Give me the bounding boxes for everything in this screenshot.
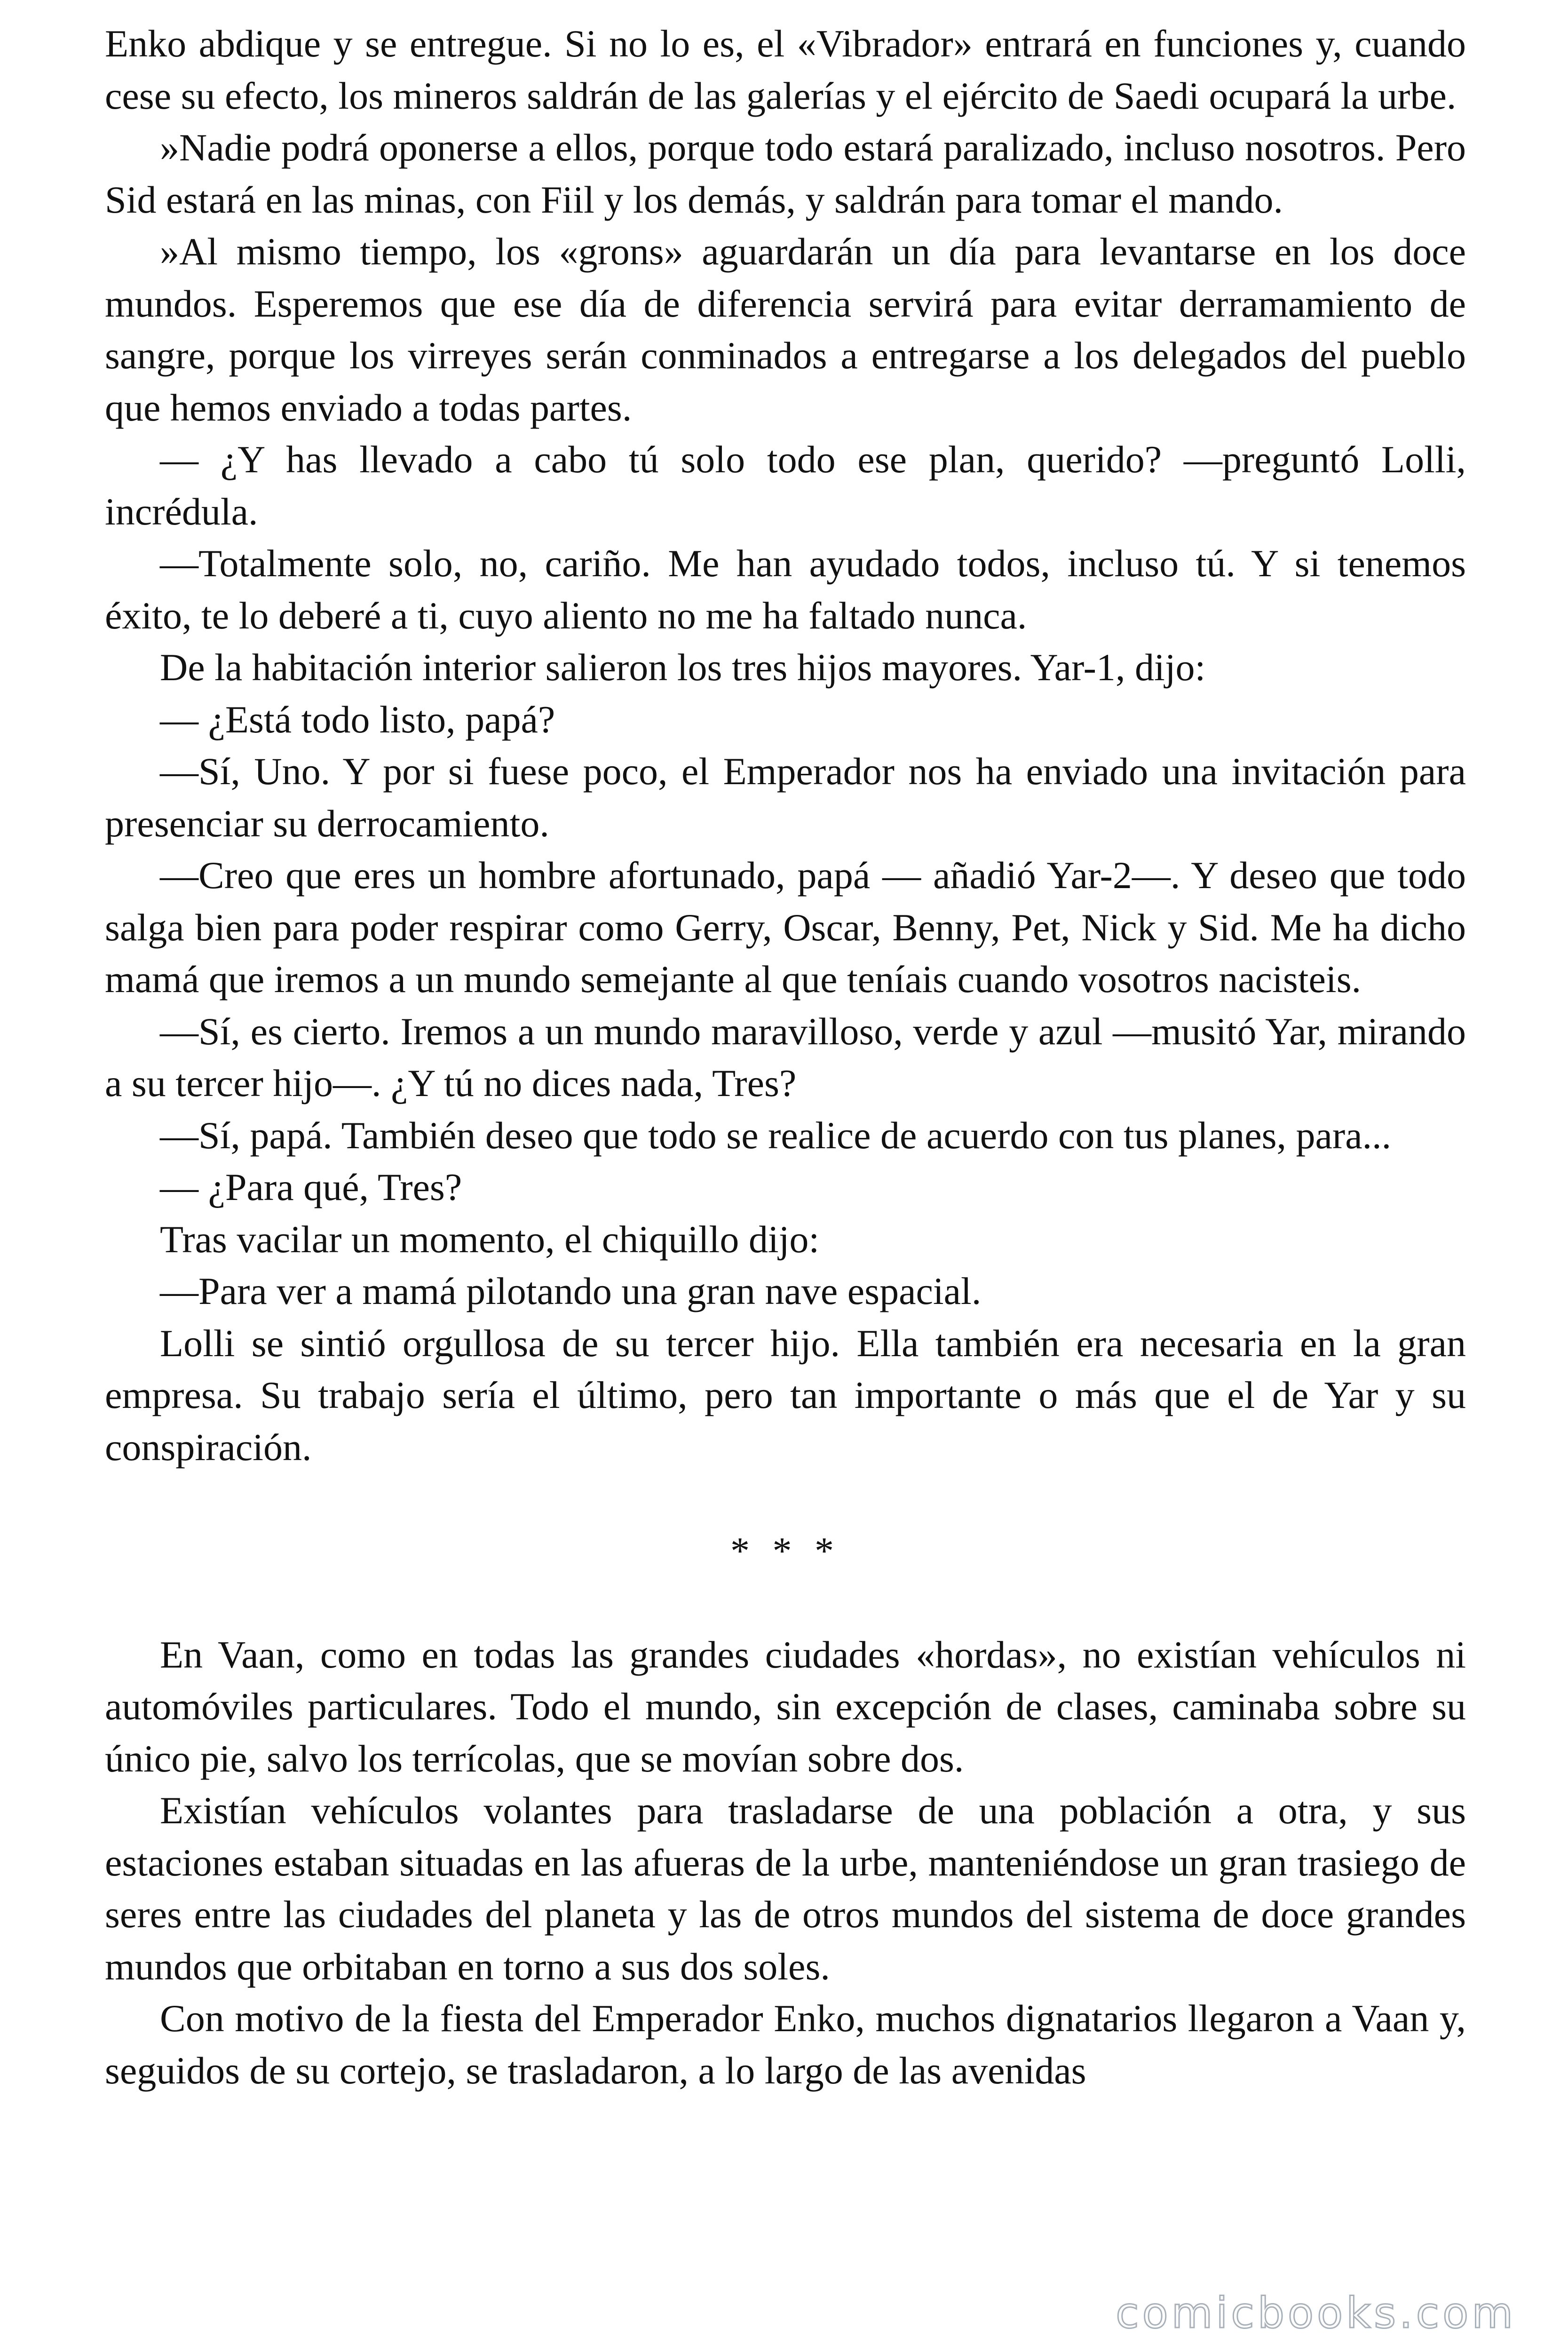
paragraph: — ¿Para qué, Tres? <box>160 1166 462 1208</box>
paragraph: —Creo que eres un hombre afortunado, papá — añadió Yar-2—. Y deseo que todo salga bien para poder respirar como Gerry, Oscar, Benny, Pet, Nick y Sid. Me ha dicho mamá que iremos a un mundo semejante al que teníais cuando vosotros nacisteis. <box>105 854 1466 1001</box>
paragraph: Lolli se sintió orgullosa de su tercer hijo. Ella también era necesaria en la gran empresa. Su trabajo sería el último, pero tan importante o más que el de Yar y su conspiración. <box>105 1321 1466 1469</box>
paragraph: »Al mismo tiempo, los «grons» aguardarán un día para levantarse en los doce mundos. Esperemos que ese día de diferencia servirá para evitar derramamiento de sangre, porque los virreyes serán conminados a entregarse a los delegados del pueblo que hemos enviado a todas partes. <box>105 230 1466 429</box>
watermark-logo: comicbooks.com <box>1116 2288 1516 2338</box>
paragraph: — ¿Y has llevado a cabo tú solo todo ese plan, querido? —preguntó Lolli, incrédula. <box>105 438 1466 533</box>
paragraph: —Sí, papá. También deseo que todo se realice de acuerdo con tus planes, para... <box>160 1113 1392 1157</box>
paragraph: »Nadie podrá oponerse a ellos, porque todo estará paralizado, incluso nosotros. Pero Sid estará en las minas, con Fiil y los demás, y saldrán para tomar el mando. <box>105 126 1466 221</box>
paragraph: — ¿Está todo listo, papá? <box>160 698 555 741</box>
paragraph: Existían vehículos volantes para trasladarse de una población a otra, y sus estaciones estaban situadas en las afueras de la urbe, manteniéndose un gran trasiego de seres entre las ciudades del planeta y las de otros mundos del sistema de doce grandes mundos que orbitaban en torno a sus dos soles. <box>105 1789 1466 1988</box>
paragraph: Tras vacilar un momento, el chiquillo dijo: <box>160 1217 820 1261</box>
paragraph: Enko abdique y se entregue. Si no lo es, el «Vibrador» entrará en funciones y, cuando cese su efecto, los mineros saldrán de las galerías y el ejército de Saedi ocupará la urbe. <box>105 22 1466 117</box>
paragraph: —Para ver a mamá pilotando una gran nave espacial. <box>160 1270 982 1312</box>
page-body <box>105 18 1466 2097</box>
paragraph: —Sí, es cierto. Iremos a un mundo maravilloso, verde y azul —musitó Yar, mirando a su tercer hijo—. ¿Y tú no dices nada, Tres? <box>105 1009 1466 1104</box>
paragraph: De la habitación interior salieron los tres hijos mayores. Yar-1, dijo: <box>160 646 1206 689</box>
paragraph: Con motivo de la fiesta del Emperador Enko, muchos dignatarios llegaron a Vaan y, seguidos de su cortejo, se trasladaron, a lo largo de las avenidas <box>105 1997 1466 2092</box>
paragraph: —Totalmente solo, no, cariño. Me han ayudado todos, incluso tú. Y si tenemos éxito, te lo deberé a ti, cuyo aliento no me ha faltado nunca. <box>105 542 1466 637</box>
paragraph: En Vaan, como en todas las grandes ciudades «hordas», no existían vehículos ni automóviles particulares. Todo el mundo, sin excepción de clases, caminaba sobre su único pie, salvo los terrícolas, que se movían sobre dos. <box>105 1633 1466 1780</box>
paragraph: —Sí, Uno. Y por si fuese poco, el Emperador nos ha enviado una invitación para presenciar su derrocamiento. <box>105 750 1466 845</box>
section-break: * * * <box>730 1529 840 1572</box>
